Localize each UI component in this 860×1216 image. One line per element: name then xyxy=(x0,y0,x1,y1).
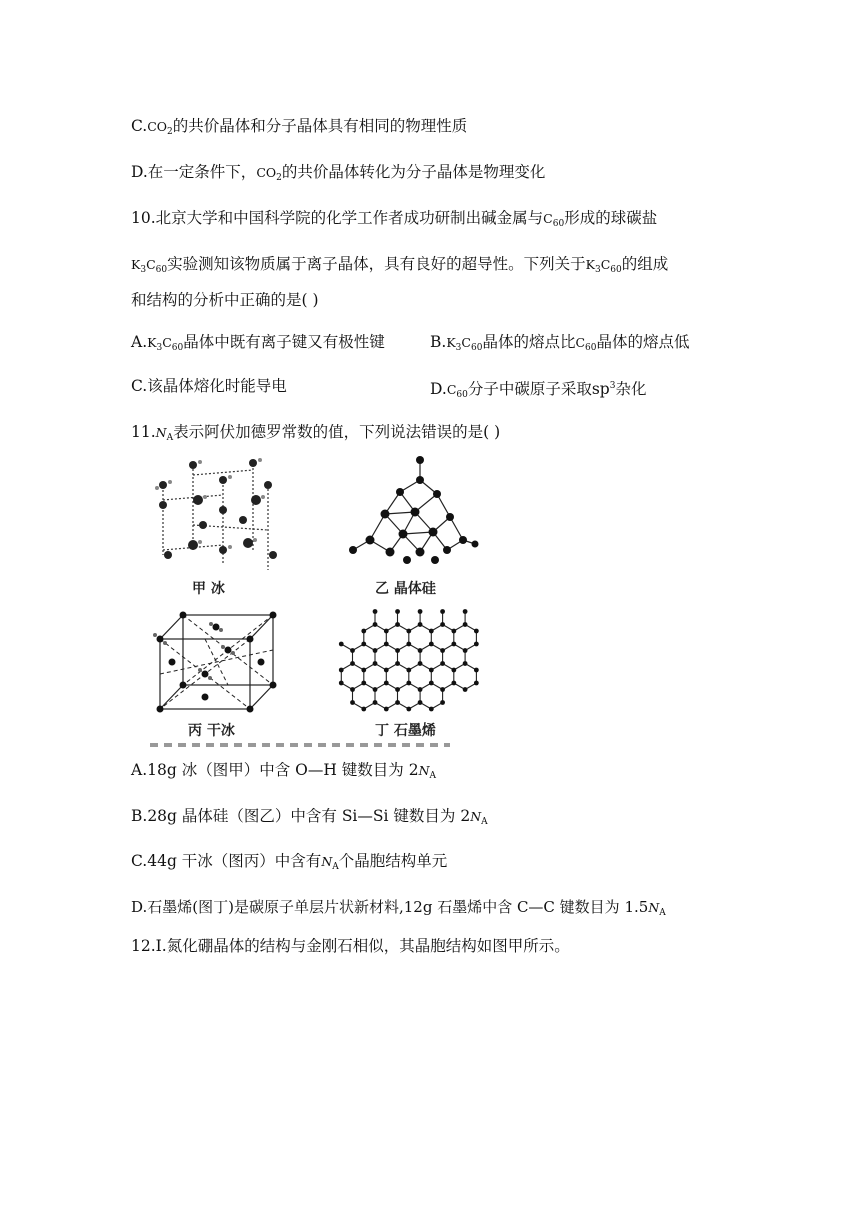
graphene-atom xyxy=(361,629,366,634)
formula: K xyxy=(446,335,456,350)
option-text: D.在一定条件下， xyxy=(131,163,257,181)
option-text: B.28g 晶体硅（图乙）中含有 Si—Si 键数目为 2 xyxy=(131,807,471,825)
question-12-stem: 12.I.氮化硼晶体的结构与金刚石相似，其晶胞结构如图甲所示。 xyxy=(131,937,570,955)
silicon-structure-figure xyxy=(345,452,480,572)
graphene-atom xyxy=(384,681,389,686)
graphene-atom xyxy=(451,642,456,647)
graphene-structure-figure xyxy=(332,604,480,716)
graphene-atom xyxy=(339,681,344,686)
question-number: 11. xyxy=(131,423,156,441)
question-text: 表示阿伏加德罗常数的值，下列说法错误的是( ) xyxy=(173,423,501,441)
graphene-atom xyxy=(373,661,378,666)
subscript: 3 xyxy=(140,265,147,275)
formula: C xyxy=(162,335,172,350)
graphene-atom xyxy=(429,629,434,634)
superscript: 3 xyxy=(609,381,616,391)
graphene-atom xyxy=(463,687,468,692)
symbol: N xyxy=(321,854,333,869)
question-11-option-c xyxy=(131,851,447,877)
subscript: 60 xyxy=(585,343,597,353)
question-text: 实验测知该物质属于离子晶体，具有良好的超导性。下列关于 xyxy=(167,255,586,273)
option-text: A.18g 冰（图甲）中含 O—H 键数目为 2 xyxy=(131,761,419,779)
symbol: N xyxy=(418,763,430,778)
subscript: A xyxy=(332,862,339,872)
graphene-atom xyxy=(395,648,400,653)
graphene-atom xyxy=(350,700,355,705)
subscript: 3 xyxy=(156,343,163,353)
graphene-atom xyxy=(384,707,389,712)
graphene-atom xyxy=(406,642,411,647)
graphene-atom xyxy=(406,681,411,686)
formula: K xyxy=(585,257,595,272)
question-10-line-2 xyxy=(131,254,668,280)
figure-label-yi: 乙 晶体硅 xyxy=(375,581,436,597)
subscript: 60 xyxy=(552,219,565,229)
graphene-atom xyxy=(429,642,434,647)
graphene-atom xyxy=(463,661,468,666)
graphene-atom xyxy=(361,681,366,686)
option-text: 杂化 xyxy=(615,380,647,398)
figure-label-bing: 丙 干冰 xyxy=(188,723,235,739)
subscript: 60 xyxy=(470,343,483,353)
graphene-atom xyxy=(395,622,400,627)
formula: CO xyxy=(256,165,277,180)
subscript: 60 xyxy=(610,265,622,275)
formula: K xyxy=(131,257,141,272)
graphene-atom xyxy=(361,642,366,647)
subscript: A xyxy=(659,908,666,918)
graphene-atom xyxy=(451,629,456,634)
graphene-atom xyxy=(418,609,423,614)
formula: C xyxy=(543,211,553,226)
dry-ice-structure-figure xyxy=(148,607,283,717)
graphene-atom xyxy=(395,661,400,666)
graphene-atom xyxy=(440,661,445,666)
graphene-atom xyxy=(429,668,434,673)
subscript: 60 xyxy=(155,265,168,275)
graphene-atom xyxy=(361,707,366,712)
subscript: A xyxy=(481,817,488,827)
graphene-atom xyxy=(384,642,389,647)
subscript: 3 xyxy=(455,343,462,353)
question-11-option-b xyxy=(131,806,488,832)
graphene-atom xyxy=(350,661,355,666)
formula: C xyxy=(146,257,156,272)
option-d-line xyxy=(131,162,545,188)
option-c-line xyxy=(131,116,467,142)
symbol: N xyxy=(155,425,167,440)
question-text: 的组成 xyxy=(621,255,669,273)
graphene-atom xyxy=(451,668,456,673)
question-11-stem xyxy=(131,422,500,448)
graphene-atom xyxy=(418,661,423,666)
question-10-option-c: C.该晶体熔化时能导电 xyxy=(131,377,287,395)
formula: C xyxy=(575,335,586,350)
question-10-option-d xyxy=(430,376,646,405)
graphene-atom xyxy=(418,700,423,705)
option-text: 晶体的熔点比 xyxy=(482,333,576,351)
graphene-atom xyxy=(395,700,400,705)
graphene-atom xyxy=(339,668,344,673)
option-text: 分子中碳原子采取sp xyxy=(467,380,610,398)
graphene-atom xyxy=(406,707,411,712)
ice-structure-figure xyxy=(148,455,283,575)
option-text: D.石墨烯(图丁)是碳原子单层片状新材料,12g 石墨烯中含 C—C 键数目为 1.5 xyxy=(131,898,649,916)
graphene-atom xyxy=(373,648,378,653)
subscript: 60 xyxy=(171,343,184,353)
graphene-atom xyxy=(474,642,479,647)
graphene-atom xyxy=(395,609,400,614)
graphene-atom xyxy=(406,668,411,673)
symbol: N xyxy=(648,900,660,915)
graphene-atom xyxy=(373,622,378,627)
graphene-atom xyxy=(395,687,400,692)
question-text: 形成的球碳盐 xyxy=(564,209,658,227)
option-prefix: D. xyxy=(430,380,447,398)
cropped-text-remnant xyxy=(150,743,450,747)
graphene-atom xyxy=(440,700,445,705)
graphene-atom xyxy=(463,622,468,627)
graphene-atom xyxy=(429,681,434,686)
graphene-atom xyxy=(418,687,423,692)
graphene-atom xyxy=(406,629,411,634)
question-10-option-b xyxy=(430,332,690,358)
option-prefix: B. xyxy=(430,333,447,351)
graphene-atom xyxy=(418,622,423,627)
formula: C xyxy=(461,335,471,350)
graphene-atom xyxy=(361,668,366,673)
graphene-atom xyxy=(339,642,344,647)
option-text: 晶体中既有离子键又有极性键 xyxy=(183,333,385,351)
question-10-option-a xyxy=(131,332,385,358)
subscript: A xyxy=(429,771,436,781)
graphene-atom xyxy=(350,687,355,692)
figure-label-jia: 甲 冰 xyxy=(192,581,225,597)
option-text: 晶体的熔点低 xyxy=(596,333,690,351)
option-prefix: C. xyxy=(131,117,148,135)
graphene-atom xyxy=(373,687,378,692)
subscript: 3 xyxy=(594,265,601,275)
question-11-option-a xyxy=(131,760,436,786)
option-text: 的共价晶体和分子晶体具有相同的物理性质 xyxy=(172,117,468,135)
graphene-atom xyxy=(440,622,445,627)
formula: C xyxy=(446,382,457,397)
question-text: 10.北京大学和中国科学院的化学工作者成功研制出碱金属与 xyxy=(131,209,544,227)
formula: K xyxy=(147,335,157,350)
subscript: A xyxy=(166,433,174,443)
graphene-atom xyxy=(384,668,389,673)
question-10-line-1 xyxy=(131,208,657,234)
graphene-atom xyxy=(440,609,445,614)
graphene-atom xyxy=(463,609,468,614)
graphene-atom xyxy=(384,629,389,634)
graphene-atom xyxy=(373,700,378,705)
graphene-atom xyxy=(463,648,468,653)
graphene-atom xyxy=(440,687,445,692)
graphene-atom xyxy=(350,648,355,653)
graphene-atom xyxy=(440,648,445,653)
option-text: 的共价晶体转化为分子晶体是物理变化 xyxy=(281,163,546,181)
question-11-option-d xyxy=(131,897,666,923)
graphene-atom xyxy=(474,629,479,634)
graphene-atom xyxy=(451,681,456,686)
option-text: C.44g 干冰（图丙）中含有 xyxy=(131,852,322,870)
symbol: N xyxy=(470,809,482,824)
subscript: 2 xyxy=(276,173,282,183)
graphene-atom xyxy=(429,707,434,712)
subscript: 2 xyxy=(167,127,173,137)
option-text: 个晶胞结构单元 xyxy=(338,852,448,870)
graphene-atom xyxy=(474,668,479,673)
option-prefix: A. xyxy=(131,333,148,351)
graphene-atom xyxy=(474,681,479,686)
question-10-line-3: 和结构的分析中正确的是( ) xyxy=(131,291,319,309)
figure-label-ding: 丁 石墨烯 xyxy=(375,723,436,739)
formula: C xyxy=(600,257,611,272)
subscript: 60 xyxy=(456,390,468,400)
formula: CO xyxy=(147,119,168,134)
graphene-atom xyxy=(373,609,378,614)
graphene-atom xyxy=(418,648,423,653)
